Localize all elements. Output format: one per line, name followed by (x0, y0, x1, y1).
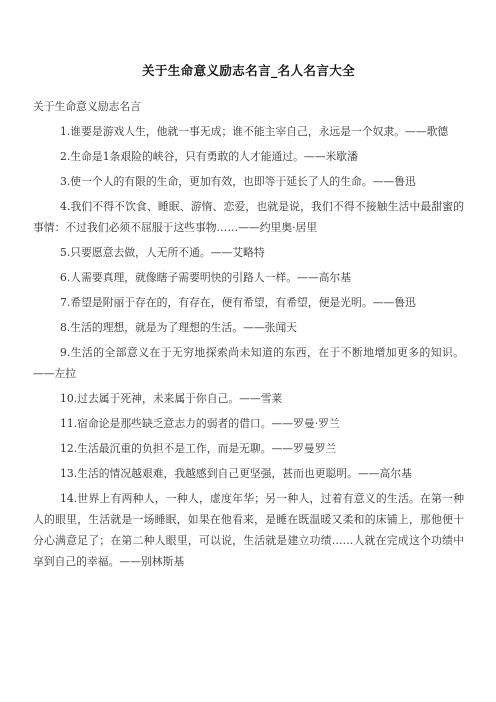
section-heading: 关于生命意义励志名言 (33, 100, 141, 113)
quote-item-14: 14.世界上有两种人，一种人，虚度年华；另一种人，过着有意义的生活。在第一种人的眼里，生活就是一场睡眠，如果在他看来，是睡在既温暖又柔和的床铺上，那他便十分心满意足了；在第二种人眼里，可以说，生活就是建立功绩……人就在完成这个功绩中享到自己的幸福。——别林斯基 (33, 492, 464, 568)
quote-item-4: 4.我们不得不饮食、睡眠、游惰、恋爱，也就是说，我们不得不接触生活中最甜蜜的事情：不过我们必须不屈服于这些事物……——约里奥·居里 (33, 200, 464, 234)
quote-item-13: 13.生活的情况越艰难，我越感到自己更坚强，甚而也更聪明。——高尔基 (60, 467, 412, 480)
quote-item-5: 5.只要愿意去做，人无所不通。——艾略特 (60, 246, 265, 259)
quote-item-9: 9.生活的全部意义在于无穷地探索尚未知道的东西，在于不断地增加更多的知识。——左拉 (33, 346, 464, 380)
quote-item-7: 7.希望是附丽于存在的，有存在，便有希望，有希望，便是光明。——鲁迅 (60, 296, 416, 309)
quote-item-11: 11.宿命论是那些缺乏意志力的弱者的借口。——罗曼·罗兰 (60, 417, 340, 430)
quote-item-3: 3.使一个人的有限的生命，更加有效，也即等于延长了人的生命。——鲁迅 (60, 175, 416, 188)
quote-item-1: 1.谁要是游戏人生，他就一事无成；谁不能主宰自己，永远是一个奴隶。——歌德 (60, 125, 449, 138)
quote-item-6: 6.人需要真理，就像瞎子需要明快的引路人一样。——高尔基 (60, 271, 352, 284)
document-title: 关于生命意义励志名言_名人名言大全 (141, 63, 356, 78)
quote-item-12: 12.生活最沉重的负担不是工作，而是无聊。——罗曼罗兰 (60, 442, 337, 455)
quote-item-10: 10.过去属于死神，未来属于你自己。——雪莱 (60, 392, 283, 405)
quote-item-2: 2.生命是1条艰险的峡谷，只有勇敢的人才能通过。——米歇潘 (60, 150, 358, 163)
quote-list (33, 121, 464, 572)
quote-item-8: 8.生活的理想，就是为了理想的生活。——张闻天 (60, 321, 298, 334)
